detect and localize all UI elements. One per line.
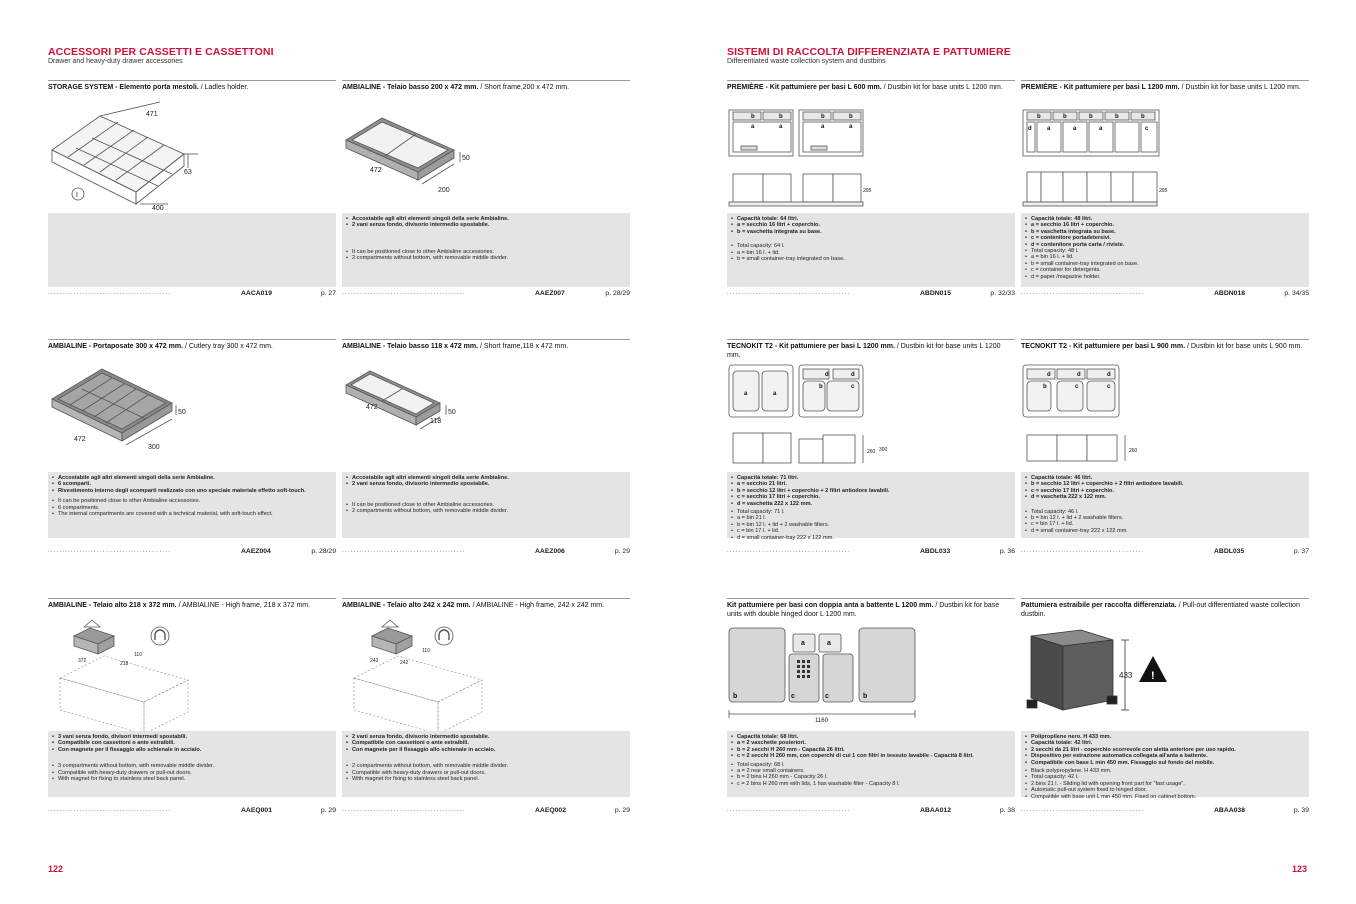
feature-it: • Accostabile agli altri elementi singoli della serie Ambialine. — [346, 216, 626, 222]
bin-label: b — [821, 114, 825, 120]
feature-it: • 2 vani senza fondo, divisorio intermedio spostabile. — [346, 481, 626, 487]
product-card — [727, 339, 1015, 569]
feature-it: • 6 scomparti. — [52, 481, 332, 487]
feature-en: • Black polypropylene. H 433 mm. — [1025, 768, 1305, 774]
product-card — [342, 80, 630, 310]
description-panel — [342, 213, 630, 287]
bin-label: a — [744, 391, 748, 397]
card-footer: ........................................... AAEZ006 p. 29 — [342, 548, 630, 555]
product-card — [1021, 598, 1309, 828]
bin-label: b — [863, 693, 868, 700]
feature-it: • Polipropilene nero. H 433 mm. — [1025, 734, 1305, 740]
card-rule — [48, 339, 336, 340]
feature-en: • d = small container-tray 222 x 122 mm. — [731, 535, 1011, 541]
bin-label: c — [1075, 384, 1079, 390]
bin-label: a — [849, 124, 853, 130]
feature-it: • Capacità totale: 68 litri. — [731, 734, 1011, 740]
page-reference: p. 36 — [999, 548, 1015, 555]
feature-en: • 2 compartments without bottom, with removable middle divider. — [346, 508, 626, 514]
dimension-label: 400 — [152, 205, 164, 212]
feature-en: • Compatible with base unit L min 450 mm. Fixed on cabinet bottom. — [1025, 794, 1305, 800]
feature-it: • d = vaschetta 222 x 122 mm. — [1025, 494, 1305, 500]
dimension-label: 295 — [863, 188, 872, 194]
feature-en: • d = small container-tray 222 x 122 mm. — [1025, 528, 1305, 534]
feature-it: • Capacità totale: 64 litri. — [731, 216, 1011, 222]
dimension-label: 218 — [120, 661, 129, 667]
feature-en: • Total capacity: 48 l. — [1025, 248, 1305, 254]
feature-it: • 3 vani senza fondo, divisori intermedi spostabili. — [52, 734, 332, 740]
dimension-label: 260 — [1129, 448, 1138, 454]
bin-label: c — [1145, 126, 1149, 132]
card-footer: ........................................... ABDN015 p. 32/33 — [727, 290, 1015, 297]
feature-it: • Capacità totale: 48 litri. — [1025, 216, 1305, 222]
section-title: SISTEMI DI RACCOLTA DIFFERENZIATA E PATTUMIERE — [727, 46, 1011, 58]
card-footer: ........................................... ABDN018 p. 34/35 — [1021, 290, 1309, 297]
bin-label: b — [849, 114, 853, 120]
page-reference: p. 38 — [999, 807, 1015, 814]
svg-text:!: ! — [1151, 670, 1155, 682]
bin-label: b — [1037, 114, 1041, 120]
bin-label: b — [1141, 114, 1145, 120]
dimension-label: 260 — [867, 449, 876, 455]
card-footer: ........................................... AAEQ001 p. 29 — [48, 807, 336, 814]
product-drawing — [342, 359, 630, 469]
bin-label: c — [851, 384, 855, 390]
product-code: ABDN015 — [920, 290, 951, 297]
description-panel — [727, 213, 1015, 287]
product-drawing — [48, 359, 336, 469]
feature-en: • It can be positioned close to other Ambialine accessories. — [346, 249, 626, 255]
feature-it: • Capacità totale: 71 litri. — [731, 475, 1011, 481]
page-reference: p. 27 — [320, 290, 336, 297]
feature-en: • b = bin 12 l. + lid + 2 washable filters. — [731, 522, 1011, 528]
bin-label: d — [825, 372, 829, 378]
feature-it: • c = 2 secchi H 260 mm, con coperchi di cui 1 con filtri in tessuto lavabile - Capacità 8 litri. — [731, 753, 1011, 759]
feature-en: • Total capacity: 68 l. — [731, 762, 1011, 768]
product-code: AAEZ007 — [535, 290, 565, 297]
card-title: Kit pattumiere per basi con doppia anta a battente L 1200 mm. / Dustbin kit for base units with double hinged door L 1200 mm. — [727, 602, 1000, 618]
section-subtitle: Differentiated waste collection system and dustbins — [727, 58, 886, 65]
bin-label: c — [825, 693, 829, 700]
card-rule — [727, 80, 1015, 81]
product-drawing — [342, 618, 630, 728]
product-card — [1021, 339, 1309, 569]
page-reference: p. 28/29 — [311, 548, 336, 555]
dimension-label: 50 — [462, 155, 470, 162]
feature-en: • 3 compartments without bottom, with removable middle divider. — [52, 763, 332, 769]
product-card — [727, 80, 1015, 310]
feature-en: • It can be positioned close to other Ambialine accessories. — [346, 502, 626, 508]
feature-en: • b = small container-tray integrated on base. — [1025, 261, 1305, 267]
bin-label: b — [1115, 114, 1119, 120]
dimension-label: 118 — [430, 418, 442, 425]
feature-en: • Total capacity: 64 l. — [731, 243, 1011, 249]
feature-it: • a = secchio 16 litri + coperchio. — [1025, 222, 1305, 228]
feature-en: • b = bin 12 l. + lid + 2 washable filters. — [1025, 515, 1305, 521]
feature-it: • c = contenitore portadetersivi. — [1025, 235, 1305, 241]
card-title: STORAGE SYSTEM - Elemento porta mestoli. / Ladles holder. — [48, 84, 249, 91]
card-title: PREMIÈRE - Kit pattumiere per basi L 1200 mm. / Dustbin kit for base units L 1200 mm. — [1021, 84, 1301, 91]
dimension-label: 472 — [74, 436, 86, 443]
card-title: TECNOKIT T2 - Kit pattumiere per basi L 1200 mm. / Dustbin kit for base units L 1200 mm. — [727, 343, 1001, 359]
product-code: ABDN018 — [1214, 290, 1245, 297]
feature-it: • Accostabile agli altri elementi singoli della serie Ambialine. — [346, 475, 626, 481]
card-footer: ........................................... ABDL033 p. 36 — [727, 548, 1015, 555]
card-rule — [48, 598, 336, 599]
bin-label: a — [801, 640, 805, 647]
feature-en: • It can be positioned close to other Ambialine accessories. — [52, 498, 332, 504]
feature-en: • 2 bins 21 l. - Sliding lid with opening front part for "fast usage". — [1025, 781, 1305, 787]
feature-en: • Total capacity: 42 l. — [1025, 774, 1305, 780]
product-card — [342, 339, 630, 569]
bin-label: a — [1073, 126, 1077, 132]
bin-label: b — [779, 114, 783, 120]
description-panel — [48, 213, 336, 287]
product-card — [1021, 80, 1309, 310]
page-number: 123 — [1291, 864, 1307, 874]
product-drawing — [48, 618, 336, 728]
feature-en: • c = bin 17 l. + lid. — [1025, 521, 1305, 527]
bin-label: d — [1047, 372, 1051, 378]
description-panel — [1021, 213, 1309, 287]
product-code: AACA019 — [241, 290, 272, 297]
feature-en: • a = 2 rear small containers. — [731, 768, 1011, 774]
feature-it: • Capacità totale: 46 litri. — [1025, 475, 1305, 481]
bin-label: a — [1047, 126, 1051, 132]
feature-en: • c = 2 bins H 260 mm with lids, 1 has washable filter - Capacity 8 l. — [731, 781, 1011, 787]
bin-label: a — [773, 391, 777, 397]
product-drawing — [342, 100, 630, 210]
bin-label: a — [821, 124, 825, 130]
product-code: AAEQ001 — [241, 807, 272, 814]
card-rule — [727, 339, 1015, 340]
feature-it: • Capacità totale: 42 litri. — [1025, 740, 1305, 746]
feature-en: • Compatible with heavy-duty drawers or pull-out doors. — [52, 770, 332, 776]
page-reference: p. 29 — [320, 807, 336, 814]
description-panel — [1021, 731, 1309, 800]
description-panel — [48, 472, 336, 538]
feature-it: • b = vaschetta integrata su base. — [1025, 229, 1305, 235]
dimension-label: 110 — [134, 652, 142, 658]
bin-label: a — [779, 124, 783, 130]
feature-it: • d = contenitore porta carta / riviste. — [1025, 242, 1305, 248]
dimension-label: 300 — [879, 447, 888, 453]
feature-it: • 2 vani senza fondo, divisorio intermedio spostabile. — [346, 734, 626, 740]
dimension-label: 433 — [1119, 671, 1133, 680]
dimension-label: 63 — [184, 169, 192, 176]
description-panel — [727, 731, 1015, 797]
feature-en: • 6 compartments. — [52, 505, 332, 511]
feature-it: • a = secchio 21 litri. — [731, 481, 1011, 487]
section-subtitle: Drawer and heavy-duty drawer accessories — [48, 58, 183, 65]
page-number: 122 — [48, 864, 64, 874]
product-card — [48, 80, 336, 310]
feature-en: • 2 compartments without bottom, with removable middle divider. — [346, 763, 626, 769]
product-card — [48, 598, 336, 828]
bin-label: b — [819, 384, 823, 390]
description-panel — [48, 731, 336, 797]
dimension-label: 50 — [178, 409, 186, 416]
dimension-label: 471 — [146, 111, 158, 118]
feature-it: • c = secchio 17 litri + coperchio. — [1025, 488, 1305, 494]
card-title: TECNOKIT T2 - Kit pattumiere per basi L 900 mm. / Dustbin kit for base units L 900 mm. — [1021, 343, 1303, 350]
feature-it: • 2 vani senza fondo, divisorio intermedio spostabile. — [346, 222, 626, 228]
bin-label: c — [791, 693, 795, 700]
right-page — [678, 0, 1356, 904]
card-rule — [727, 598, 1015, 599]
feature-en: • a = bin 16 l. + lid. — [1025, 254, 1305, 260]
feature-en: • The internal compartments are covered with a technical material, with soft-touch effect. — [52, 511, 332, 517]
dimension-label: 472 — [370, 167, 382, 174]
bin-label: d — [1107, 372, 1111, 378]
card-title: AMBIALINE - Telaio alto 242 x 242 mm. / AMBIALINE - High frame, 242 x 242 mm. — [342, 602, 605, 609]
product-card — [342, 598, 630, 828]
feature-en: • Automatic pull-out system fixed to hinged door. — [1025, 787, 1305, 793]
bin-label: d — [1028, 126, 1032, 132]
card-title: Pattumiera estraibile per raccolta differenziata. / Pull-out differentiated waste collection dustbin. — [1021, 602, 1300, 618]
dimension-label: 200 — [438, 187, 450, 194]
feature-en: • Total capacity: 71 l. — [731, 509, 1011, 515]
feature-it: • b = secchio 12 litri + coperchio + 2 filtri antiodore lavabili. — [1025, 481, 1305, 487]
dimension-label: 372 — [78, 658, 87, 664]
feature-en: • d = paper /magazine holder. — [1025, 274, 1305, 280]
feature-it: • 2 secchi da 21 litri - coperchio scorrevole con aletta anteriore per uso rapido. — [1025, 747, 1305, 753]
dimension-label: 472 — [366, 404, 378, 411]
card-footer: ........................................... AAEQ002 p. 29 — [342, 807, 630, 814]
feature-it: • Compatibile con cassettoni o ante estraibili. — [346, 740, 626, 746]
card-title: AMBIALINE - Telaio basso 118 x 472 mm. / Short frame,118 x 472 mm. — [342, 343, 569, 350]
bin-label: d — [851, 372, 855, 378]
feature-en: • With magnet for fixing to stainless steel back panel. — [346, 776, 626, 782]
bin-label: c — [1107, 384, 1111, 390]
feature-it: • b = secchio 12 litri + coperchio + 2 filtri antiodore lavabili. — [731, 488, 1011, 494]
feature-en: • b = small container-tray integrated on base. — [731, 256, 1011, 262]
feature-it: • Rivestimento interno degli scomparti realizzato con uno speciale materiale effetto soft-touch. — [52, 488, 332, 494]
bin-label: b — [733, 693, 738, 700]
bin-label: b — [1089, 114, 1093, 120]
product-drawing — [1021, 108, 1309, 218]
bin-label: a — [751, 124, 755, 130]
dimension-label: 242 — [400, 660, 409, 666]
product-drawing — [1021, 626, 1309, 736]
product-code: AAEQ002 — [535, 807, 566, 814]
bin-label: a — [1099, 126, 1103, 132]
feature-it: • a = secchio 16 litri + coperchio. — [731, 222, 1011, 228]
card-footer: ........................................... AAEZ007 p. 28/29 — [342, 290, 630, 297]
feature-it: • Compatibile con base L min 450 mm. Fissaggio sul fondo del mobile. — [1025, 760, 1305, 766]
feature-en: • With magnet for fixing to stainless steel back panel. — [52, 776, 332, 782]
feature-en: • c = container for detergents. — [1025, 267, 1305, 273]
card-footer: ........................................... ABAA012 p. 38 — [727, 807, 1015, 814]
info-badge: I — [76, 192, 78, 199]
bin-label: b — [1043, 384, 1047, 390]
product-drawing — [1021, 363, 1309, 473]
card-title: AMBIALINE - Telaio alto 218 x 372 mm. / AMBIALINE - High frame, 218 x 372 mm. — [48, 602, 311, 609]
page-reference: p. 29 — [614, 807, 630, 814]
card-rule — [342, 80, 630, 81]
page-reference: p. 28/29 — [605, 290, 630, 297]
description-panel — [727, 472, 1015, 541]
product-drawing — [48, 100, 336, 210]
card-rule — [342, 598, 630, 599]
feature-en: • a = bin 16 l. + lid. — [731, 250, 1011, 256]
product-code: ABDL033 — [920, 548, 951, 555]
page-reference: p. 39 — [1293, 807, 1309, 814]
dimension-label: 295 — [1159, 188, 1168, 194]
feature-it: • Accostabile agli altri elementi singoli della serie Ambialine. — [52, 475, 332, 481]
description-panel — [342, 731, 630, 797]
feature-en: • Compatible with heavy-duty drawers or pull-out doors. — [346, 770, 626, 776]
feature-en: • 2 compartments without bottom, with removable middle divider. — [346, 255, 626, 261]
card-footer: ........................................... AACA019 p. 27 — [48, 290, 336, 297]
product-drawing — [727, 363, 1015, 473]
feature-it: • b = 2 secchi H 260 mm - Capacità 26 litri. — [731, 747, 1011, 753]
card-footer: ........................................... ABDL035 p. 37 — [1021, 548, 1309, 555]
product-card — [727, 598, 1015, 828]
feature-it: • c = secchio 17 litri + coperchio. — [731, 494, 1011, 500]
card-rule — [48, 80, 336, 81]
product-drawing — [727, 108, 1015, 218]
dimension-label: 300 — [148, 444, 160, 451]
product-code: ABAA038 — [1214, 807, 1245, 814]
feature-it: • Con magnete per il fissaggio allo schienale in acciaio. — [52, 747, 332, 753]
card-title: PREMIÈRE - Kit pattumiere per basi L 600 mm. / Dustbin kit for base units L 1200 mm. — [727, 84, 1003, 91]
feature-it: • Compatibile con cassettoni o ante estraibili. — [52, 740, 332, 746]
bin-label: d — [1077, 372, 1081, 378]
feature-it: • Con magnete per il fissaggio allo schienale in acciaio. — [346, 747, 626, 753]
description-panel — [342, 472, 630, 538]
section-title: ACCESSORI PER CASSETTI E CASSETTONI — [48, 46, 274, 58]
card-title: AMBIALINE - Portaposate 300 x 472 mm. / Cutlery tray 300 x 472 mm. — [48, 343, 273, 350]
product-card — [48, 339, 336, 569]
bin-label: a — [827, 640, 831, 647]
feature-en: • a = bin 21 l. — [731, 515, 1011, 521]
dimension-label: 242 — [370, 658, 379, 664]
product-drawing — [727, 626, 1015, 736]
product-code: ABAA012 — [920, 807, 951, 814]
feature-it: • b = vaschetta integrata su base. — [731, 229, 1011, 235]
card-title: AMBIALINE - Telaio basso 200 x 472 mm. / Short frame,200 x 472 mm. — [342, 84, 570, 91]
feature-en: • c = bin 17 l. + lid. — [731, 528, 1011, 534]
page-reference: p. 34/35 — [1284, 290, 1309, 297]
dimension-label: 1160 — [815, 718, 828, 724]
feature-it: • Dispositivo per estrazione automatica collegata all'anta a battente. — [1025, 753, 1305, 759]
product-code: ABDL035 — [1214, 548, 1245, 555]
bin-label: b — [1063, 114, 1067, 120]
product-code: AAEZ006 — [535, 548, 565, 555]
dimension-label: 50 — [448, 409, 456, 416]
description-panel — [1021, 472, 1309, 538]
card-rule — [1021, 598, 1309, 599]
product-code: AAEZ004 — [241, 548, 271, 555]
page-reference: p. 29 — [614, 548, 630, 555]
card-rule — [1021, 339, 1309, 340]
card-footer: ........................................... ABAA038 p. 39 — [1021, 807, 1309, 814]
feature-it: • a = 2 vaschette posteriori. — [731, 740, 1011, 746]
feature-en: • b = 2 bins H 260 mm - Capacity 26 l. — [731, 774, 1011, 780]
dimension-label: 110 — [422, 648, 430, 654]
feature-en: • Total capacity: 46 l. — [1025, 509, 1305, 515]
page-reference: p. 37 — [1293, 548, 1309, 555]
bin-label: b — [751, 114, 755, 120]
card-rule — [1021, 80, 1309, 81]
card-rule — [342, 339, 630, 340]
page-reference: p. 32/33 — [990, 290, 1015, 297]
feature-it: • d = vaschetta 222 x 122 mm. — [731, 501, 1011, 507]
card-footer: ........................................... AAEZ004 p. 28/29 — [48, 548, 336, 555]
